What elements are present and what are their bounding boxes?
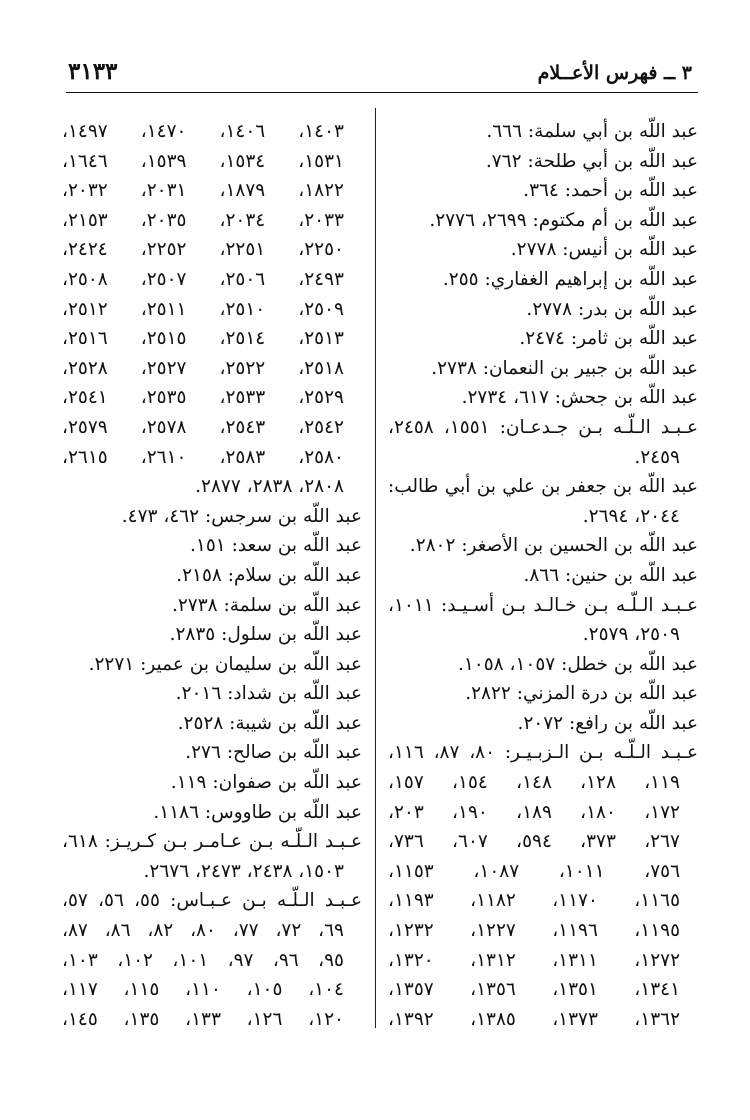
index-entry-line: عبد اللّه بن سعد: ١٥١. [190,535,362,557]
index-entry-line: عبد اللّه بن أحمد: ٣٦٤. [523,180,698,202]
index-entry-line: عبد اللّه بن سرجس: ٤٦٢، ٤٧٣. [121,505,362,527]
running-header [66,58,698,93]
page-number: ٣١٣٣ [68,58,118,85]
index-entry-line: ٢٠٤٤، ٢٦٩٤. [582,505,680,527]
index-entry-line: ٩٥، ٩٦، ٩٧، ١٠١، ١٠٢، ١٠٣، [62,949,344,971]
index-entry-line: عبد اللّه بن جحش: ٦١٧، ٢٧٣٤. [461,387,698,409]
index-entry-line: عـبـد الـلّـه بـن عـبـاس: ٥٥، ٥٦، ٥٧، [62,890,362,912]
index-entry-line: ٢٤٥٩. [634,446,680,468]
index-entry-line: ٢٥١٣، ٢٥١٤، ٢٥١٥، ٢٥١٦، [62,328,344,350]
index-entry-line: ٢٨٠٨، ٢٨٣٨، ٢٨٧٧. [195,476,344,498]
index-entry-line: ١٤٠٣، ١٤٠٦، ١٤٧٠، ١٤٩٧، [62,121,344,142]
index-entry-line: عبد اللّه بن أم مكتوم: ٢٦٩٩، ٢٧٧٦. [429,209,698,231]
index-entry-line: عـبـد الـلّـه بـن الـزبـيـر: ٨٠، ٨٧، ١١٦، [388,742,698,764]
index-entry-line: ١٥٣١، ١٥٣٤، ١٥٣٩، ١٦٤٦، [62,150,344,172]
index-entry-line: عبد اللّه بن بدر: ٢٧٧٨. [526,298,698,320]
index-entry-line: ٢٦٧، ٣٧٣، ٥٩٤، ٦٠٧، ٧٣٦، [388,831,680,853]
index-entry-line: ١٣٦٢، ١٣٧٣، ١٣٨٥، ١٣٩٢، [388,1008,681,1030]
index-entry-line: عبد اللّه بن إبراهيم الغفاري: ٢٥٥. [442,268,698,290]
index-entry-line: عبد اللّه بن الحسين بن الأصغر: ٢٨٠٢. [409,535,698,557]
index-entry-line: ١٣٤١، ١٣٥١، ١٣٥٦، ١٣٥٧، [388,979,681,1001]
left-column [62,117,362,1034]
index-entry-line: عبد اللّه بن أبي سلمة: ٦٦٦. [486,121,698,142]
index-entry-line: ٦٩، ٧٢، ٧٧، ٨٠، ٨٢، ٨٦، ٨٧، [62,920,344,942]
index-entry-line: ١١٩، ١٢٨، ١٤٨، ١٥٤، ١٥٧، [388,772,680,794]
index-entry-line: عبد اللّه بن طاووس: ١١٨٦. [153,801,362,823]
index-entry-line: ١٢٠، ١٢٦، ١٣٣، ١٣٥، ١٤٥، [62,1008,344,1030]
index-entry-line: ٢٠٣٣، ٢٠٣٤، ٢٠٣٥، ٢١٥٣، [62,209,344,231]
index-entry-line: عـبـد الـلّـه بـن عـامـر بـن كـريـز: ٦١٨، [62,831,362,853]
index-entry-line: ٢٢٥٠، ٢٢٥١، ٢٢٥٢، ٢٤٢٤، [62,239,344,261]
index-entry-line: عبد اللّه بن أبي طلحة: ٧٦٢. [485,150,698,172]
index-entry-line: عبد اللّه بن جبير بن النعمان: ٢٧٣٨. [431,357,698,379]
index-entry-line: عبد اللّه بن سلول: ٢٨٣٥. [169,624,362,646]
index-entry-line: عبد اللّه بن سليمان بن عمير: ٢٢٧١. [88,653,362,675]
index-entry-line: ٢٤٩٣، ٢٥٠٦، ٢٥٠٧، ٢٥٠٨، [62,268,344,290]
column-divider [375,108,376,1028]
index-entry-line: ٢٥٢٩، ٢٥٣٣، ٢٥٣٥، ٢٥٤١، [62,387,344,409]
index-entry-line: ٢٥٤٢، ٢٥٤٣، ٢٥٧٨، ٢٥٧٩، [62,416,344,438]
index-entry-line: ١٨٢٢، ١٨٧٩، ٢٠٣١، ٢٠٣٢، [62,180,344,202]
index-entry-line: ١٥٠٣، ٢٤٣٨، ٢٤٧٣، ٢٦٧٦. [143,860,344,882]
index-entry-line: ١٧٢، ١٨٠، ١٨٩، ١٩٠، ٢٠٣، [388,801,680,823]
index-entry-line: ٢٥٨٠، ٢٥٨٣، ٢٦١٠، ٢٦١٥، [62,446,344,468]
index-entry-line: عـبـد الـلّـه بـن جـدعـان: ١٥٥١، ٢٤٥٨، [388,416,698,438]
section-title: ٣ ــ فهرس الأعــلام [537,62,692,84]
index-entry-line: عبد اللّه بن أنيس: ٢٧٧٨. [510,239,698,261]
index-entry-line: عبد اللّه بن صفوان: ١١٩. [170,772,362,794]
index-entry-line: عبد اللّه بن درة المزني: ٢٨٢٢. [465,683,698,705]
index-entry-line: ١١٦٥، ١١٧٠، ١١٨٢، ١١٩٣، [388,890,681,912]
right-column [388,117,698,1034]
index-entry-line: ٢٥١٨، ٢٥٢٢، ٢٥٢٧، ٢٥٢٨، [62,357,344,379]
index-entry-line: عبد اللّه بن ثامر: ٢٤٧٤. [519,328,698,350]
index-entry-line: عبد اللّه بن سلمة: ٢٧٣٨. [171,594,362,616]
index-entry-line: عبد اللّه بن شداد: ٢٠١٦. [175,683,362,705]
index-entry-line: عبد اللّه بن سلام: ٢١٥٨. [176,564,362,586]
index-entry-line: ١٢٧٢، ١٣١١، ١٣١٢، ١٣٢٠، [388,949,681,971]
index-entry-line: ١١٩٥، ١١٩٦، ١٢٢٧، ١٢٣٢، [388,920,681,942]
index-entry-line: عبد اللّه بن صالح: ٢٧٦. [185,742,362,764]
index-entry-line: عبد اللّه بن شيبة: ٢٥٢٨. [177,712,362,734]
index-entry-line: عبد اللّه بن خطل: ١٠٥٧، ١٠٥٨. [457,653,698,675]
index-entry-line: ٧٥٦، ١٠١١، ١٠٨٧، ١١٥٣، [388,860,681,882]
index-entry-line: ٢٥٠٩، ٢٥٧٩. [582,624,680,646]
index-entry-line: ١٠٤، ١٠٥، ١١٠، ١١٥، ١١٧، [62,979,344,1001]
index-entry-line: ٢٥٠٩، ٢٥١٠، ٢٥١١، ٢٥١٢، [62,298,344,320]
index-entry-line: عبد اللّه بن حنين: ٨٦٦. [523,564,698,586]
index-entry-line: عبد اللّه بن رافع: ٢٠٧٢. [517,712,698,734]
index-entry-line: عبد اللّه بن جعفر بن علي بن أبي طالب: [388,476,698,498]
index-entry-line: عـبـد الـلّـه بـن خـالـد بـن أسـيـد: ١٠١١، [388,594,698,616]
